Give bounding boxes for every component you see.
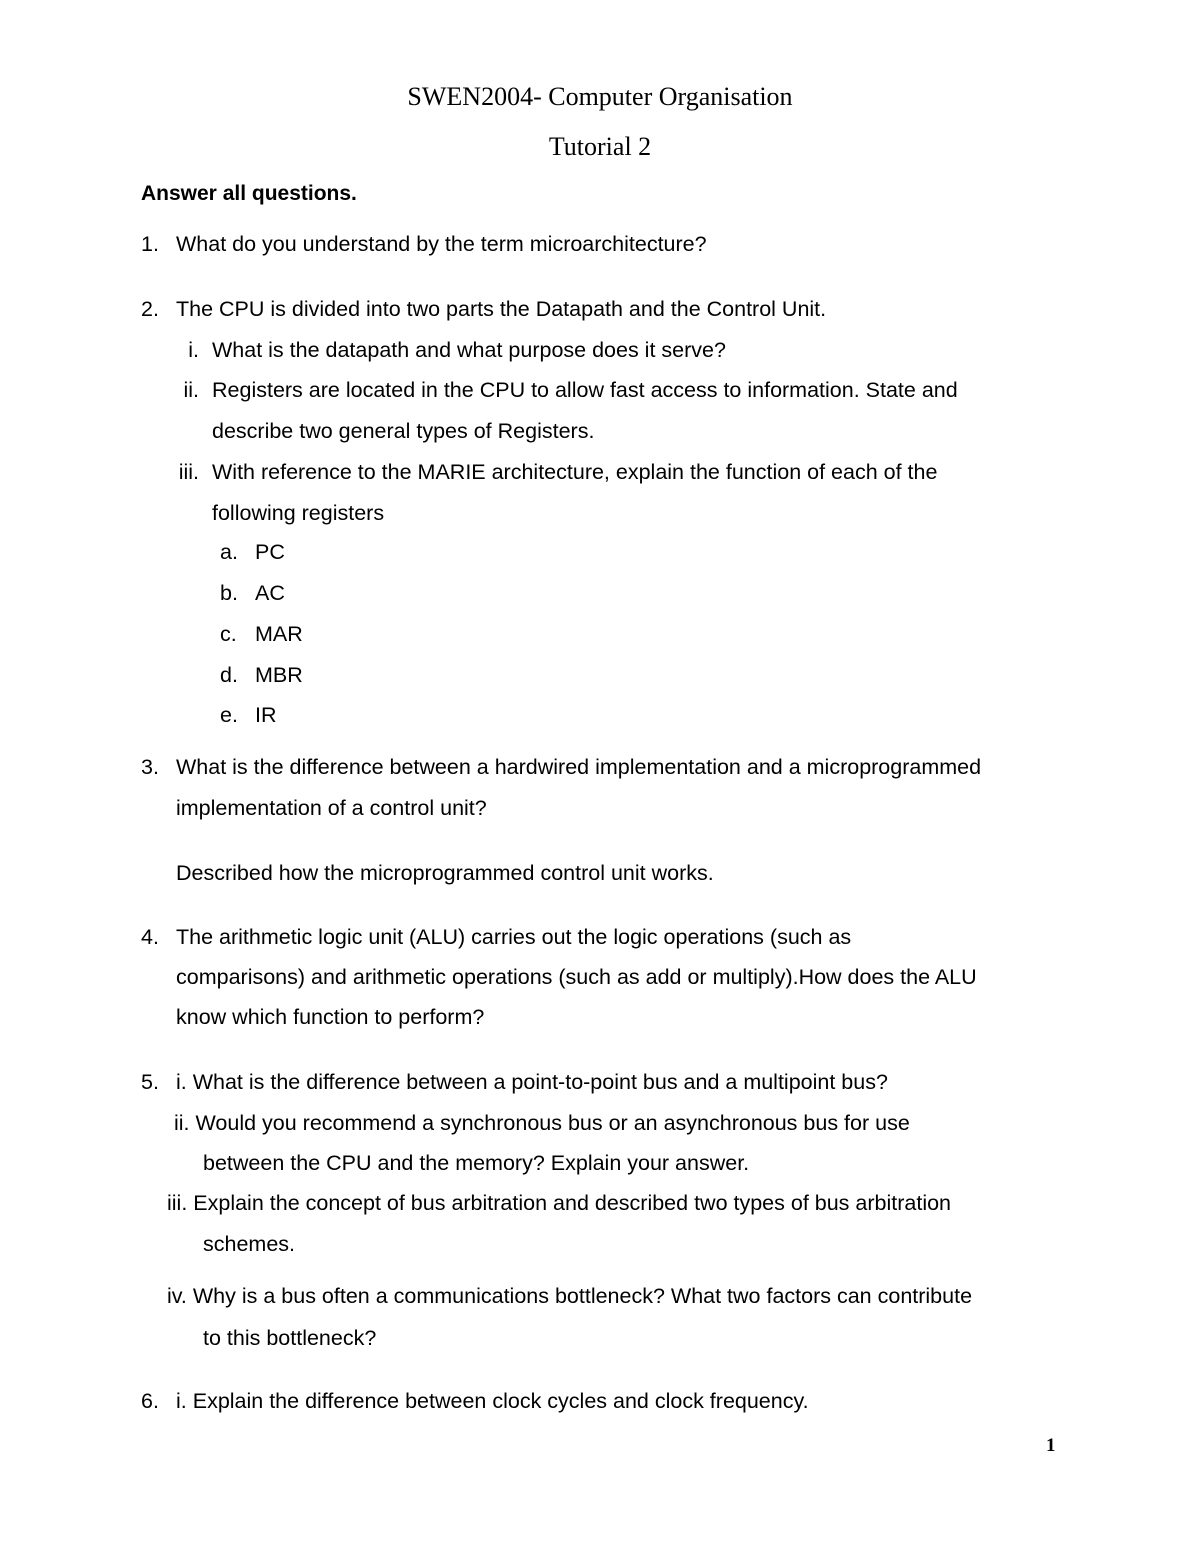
question-6-number: 6. <box>141 1389 159 1413</box>
question-2-sub-iii-line-1: With reference to the MARIE architecture, explain the function of each of the <box>212 460 938 484</box>
register-e-name: IR <box>255 703 277 727</box>
question-5-sub-i: i. What is the difference between a point-to-point bus and a multipoint bus? <box>176 1070 888 1094</box>
question-1-number: 1. <box>141 232 159 256</box>
question-2-sub-ii-line-1: Registers are located in the CPU to allow fast access to information. State and <box>212 378 958 402</box>
question-5-sub-iv-line-1: iv. Why is a bus often a communications bottleneck? What two factors can contribute <box>167 1284 973 1308</box>
register-a-name: PC <box>255 540 285 564</box>
register-c-name: MAR <box>255 622 303 646</box>
register-d-letter: d. <box>220 663 238 687</box>
question-2-sub-i-text: What is the datapath and what purpose does it serve? <box>212 338 726 362</box>
register-b-name: AC <box>255 581 285 605</box>
question-3-line-2: implementation of a control unit? <box>176 796 487 820</box>
question-4-line-1: The arithmetic logic unit (ALU) carries out the logic operations (such as <box>176 925 852 949</box>
question-2-number: 2. <box>141 297 159 321</box>
instructions: Answer all questions. <box>141 182 357 205</box>
course-title: SWEN2004- Computer Organisation <box>407 82 793 111</box>
question-6-sub-i: i. Explain the difference between clock cycles and clock frequency. <box>176 1389 809 1413</box>
question-2-sub-i-number: i. <box>188 338 199 362</box>
question-5-sub-ii-line-2: between the CPU and the memory? Explain your answer. <box>203 1151 750 1175</box>
question-3-number: 3. <box>141 755 159 779</box>
page-number: 1 <box>1046 1435 1056 1456</box>
question-5-sub-ii-line-1: ii. Would you recommend a synchronous bus or an asynchronous bus for use <box>174 1111 910 1135</box>
question-4-number: 4. <box>141 925 159 949</box>
tutorial-title: Tutorial 2 <box>548 132 652 161</box>
question-2-sub-ii-number: ii. <box>183 378 199 402</box>
question-5-sub-iv-line-2: to this bottleneck? <box>203 1326 377 1350</box>
register-c-letter: c. <box>220 622 237 646</box>
register-d-name: MBR <box>255 663 303 687</box>
question-2-sub-iii-number: iii. <box>178 460 199 484</box>
question-5-sub-iii-line-2: schemes. <box>203 1232 296 1256</box>
question-2-text: The CPU is divided into two parts the Datapath and the Control Unit. <box>176 297 827 321</box>
question-2-sub-ii-line-2: describe two general types of Registers. <box>212 419 595 443</box>
question-3-followup: Described how the microprogrammed control unit works. <box>176 861 714 885</box>
question-1-text: What do you understand by the term microarchitecture? <box>176 232 707 256</box>
question-3-line-1: What is the difference between a hardwired implementation and a microprogrammed <box>176 755 982 779</box>
register-e-letter: e. <box>220 703 238 727</box>
question-4-line-2: comparisons) and arithmetic operations (such as add or multiply).How does the ALU <box>176 965 977 989</box>
register-a-letter: a. <box>220 540 238 564</box>
question-5-number: 5. <box>141 1070 159 1094</box>
register-b-letter: b. <box>220 581 238 605</box>
question-4-line-3: know which function to perform? <box>176 1005 485 1029</box>
question-2-sub-iii-line-2: following registers <box>212 501 385 525</box>
question-5-sub-iii-line-1: iii. Explain the concept of bus arbitration and described two types of bus arbitration <box>167 1191 952 1215</box>
